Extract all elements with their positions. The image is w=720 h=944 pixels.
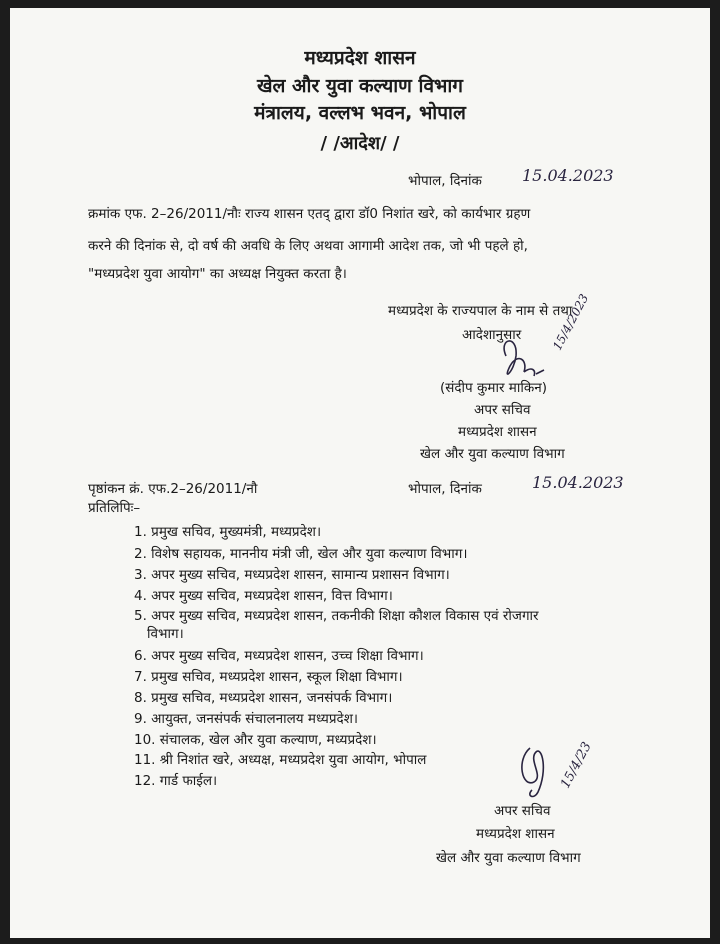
copy-item: 2. विशेष सहायक, माननीय मंत्री जी, खेल और युवा कल्याण विभाग। <box>134 546 468 562</box>
body-line-3: "मध्यप्रदेश युवा आयोग" का अध्यक्ष नियुक्त करता है। <box>88 266 347 282</box>
signatory-name: (संदीप कुमार माकिन) <box>440 380 547 396</box>
copy-item-continuation: विभाग। <box>147 626 184 642</box>
copy-item: 5. अपर मुख्य सचिव, मध्यप्रदेश शासन, तकनीकी शिक्षा कौशल विकास एवं रोजगार <box>134 608 539 624</box>
governor-line-2: आदेशानुसार <box>462 327 522 343</box>
date-value-handwritten: 15.04.2023 <box>522 166 614 185</box>
body-line-1: क्रमांक एफ. 2–26/2011/नौः राज्य शासन एतद् द्वारा डॉ0 निशांत खरे, को कार्यभार ग्रहण <box>88 206 531 222</box>
copy-item: 7. प्रमुख सचिव, मध्यप्रदेश शासन, स्कूल शिक्षा विभाग। <box>134 669 403 685</box>
header-department: खेल और युवा कल्याण विभाग <box>256 75 463 97</box>
endorsement-ref: पृष्ठांकन क्रं. एफ.2–26/2011/नौ <box>88 481 258 497</box>
signature-date-2: 15/4/23 <box>558 739 595 792</box>
copy-item: 11. श्री निशांत खरे, अध्यक्ष, मध्यप्रदेश युवा आयोग, भोपाल <box>134 752 427 768</box>
body-line-2: करने की दिनांक से, दो वर्ष की अवधि के लिए अथवा आगामी आदेश तक, जो भी पहले हो, <box>88 238 528 254</box>
signature-date-1: 15/4/2023 <box>550 291 592 353</box>
signatory-designation: अपर सचिव <box>474 402 531 418</box>
copy-item: 9. आयुक्त, जनसंपर्क संचालनालय मध्यप्रदेश। <box>134 711 359 727</box>
footer-government: मध्यप्रदेश शासन <box>476 826 555 842</box>
footer-designation: अपर सचिव <box>494 803 551 819</box>
governor-line-1: मध्यप्रदेश के राज्यपाल के नाम से तथा <box>388 303 573 319</box>
copy-item: 8. प्रमुख सचिव, मध्यप्रदेश शासन, जनसंपर्क विभाग। <box>134 690 393 706</box>
copy-item: 6. अपर मुख्य सचिव, मध्यप्रदेश शासन, उच्च शिक्षा विभाग। <box>134 648 424 664</box>
copy-item: 12. गार्ड फाईल। <box>134 773 218 789</box>
copy-item: 4. अपर मुख्य सचिव, मध्यप्रदेश शासन, वित्त विभाग। <box>134 588 393 604</box>
copy-item: 10. संचालक, खेल और युवा कल्याण, मध्यप्रदेश। <box>134 732 377 748</box>
document-page <box>10 8 710 938</box>
endorsement-date-label: भोपाल, दिनांक <box>408 481 482 497</box>
header-government: मध्यप्रदेश शासन <box>304 47 416 69</box>
copy-item: 3. अपर मुख्य सचिव, मध्यप्रदेश शासन, सामान्य प्रशासन विभाग। <box>134 567 450 583</box>
footer-department: खेल और युवा कल्याण विभाग <box>436 850 581 866</box>
copy-item: 1. प्रमुख सचिव, मुख्यमंत्री, मध्यप्रदेश। <box>134 524 322 540</box>
copy-label: प्रतिलिपिः– <box>88 500 141 516</box>
header-address: मंत्रालय, वल्लभ भवन, भोपाल <box>254 102 466 124</box>
signatory-department: खेल और युवा कल्याण विभाग <box>420 446 565 462</box>
date-label: भोपाल, दिनांक <box>408 173 482 189</box>
signatory-government: मध्यप्रदेश शासन <box>458 424 537 440</box>
endorsement-date-value: 15.04.2023 <box>532 473 624 492</box>
order-title: / /आदेश/ / <box>320 133 400 154</box>
